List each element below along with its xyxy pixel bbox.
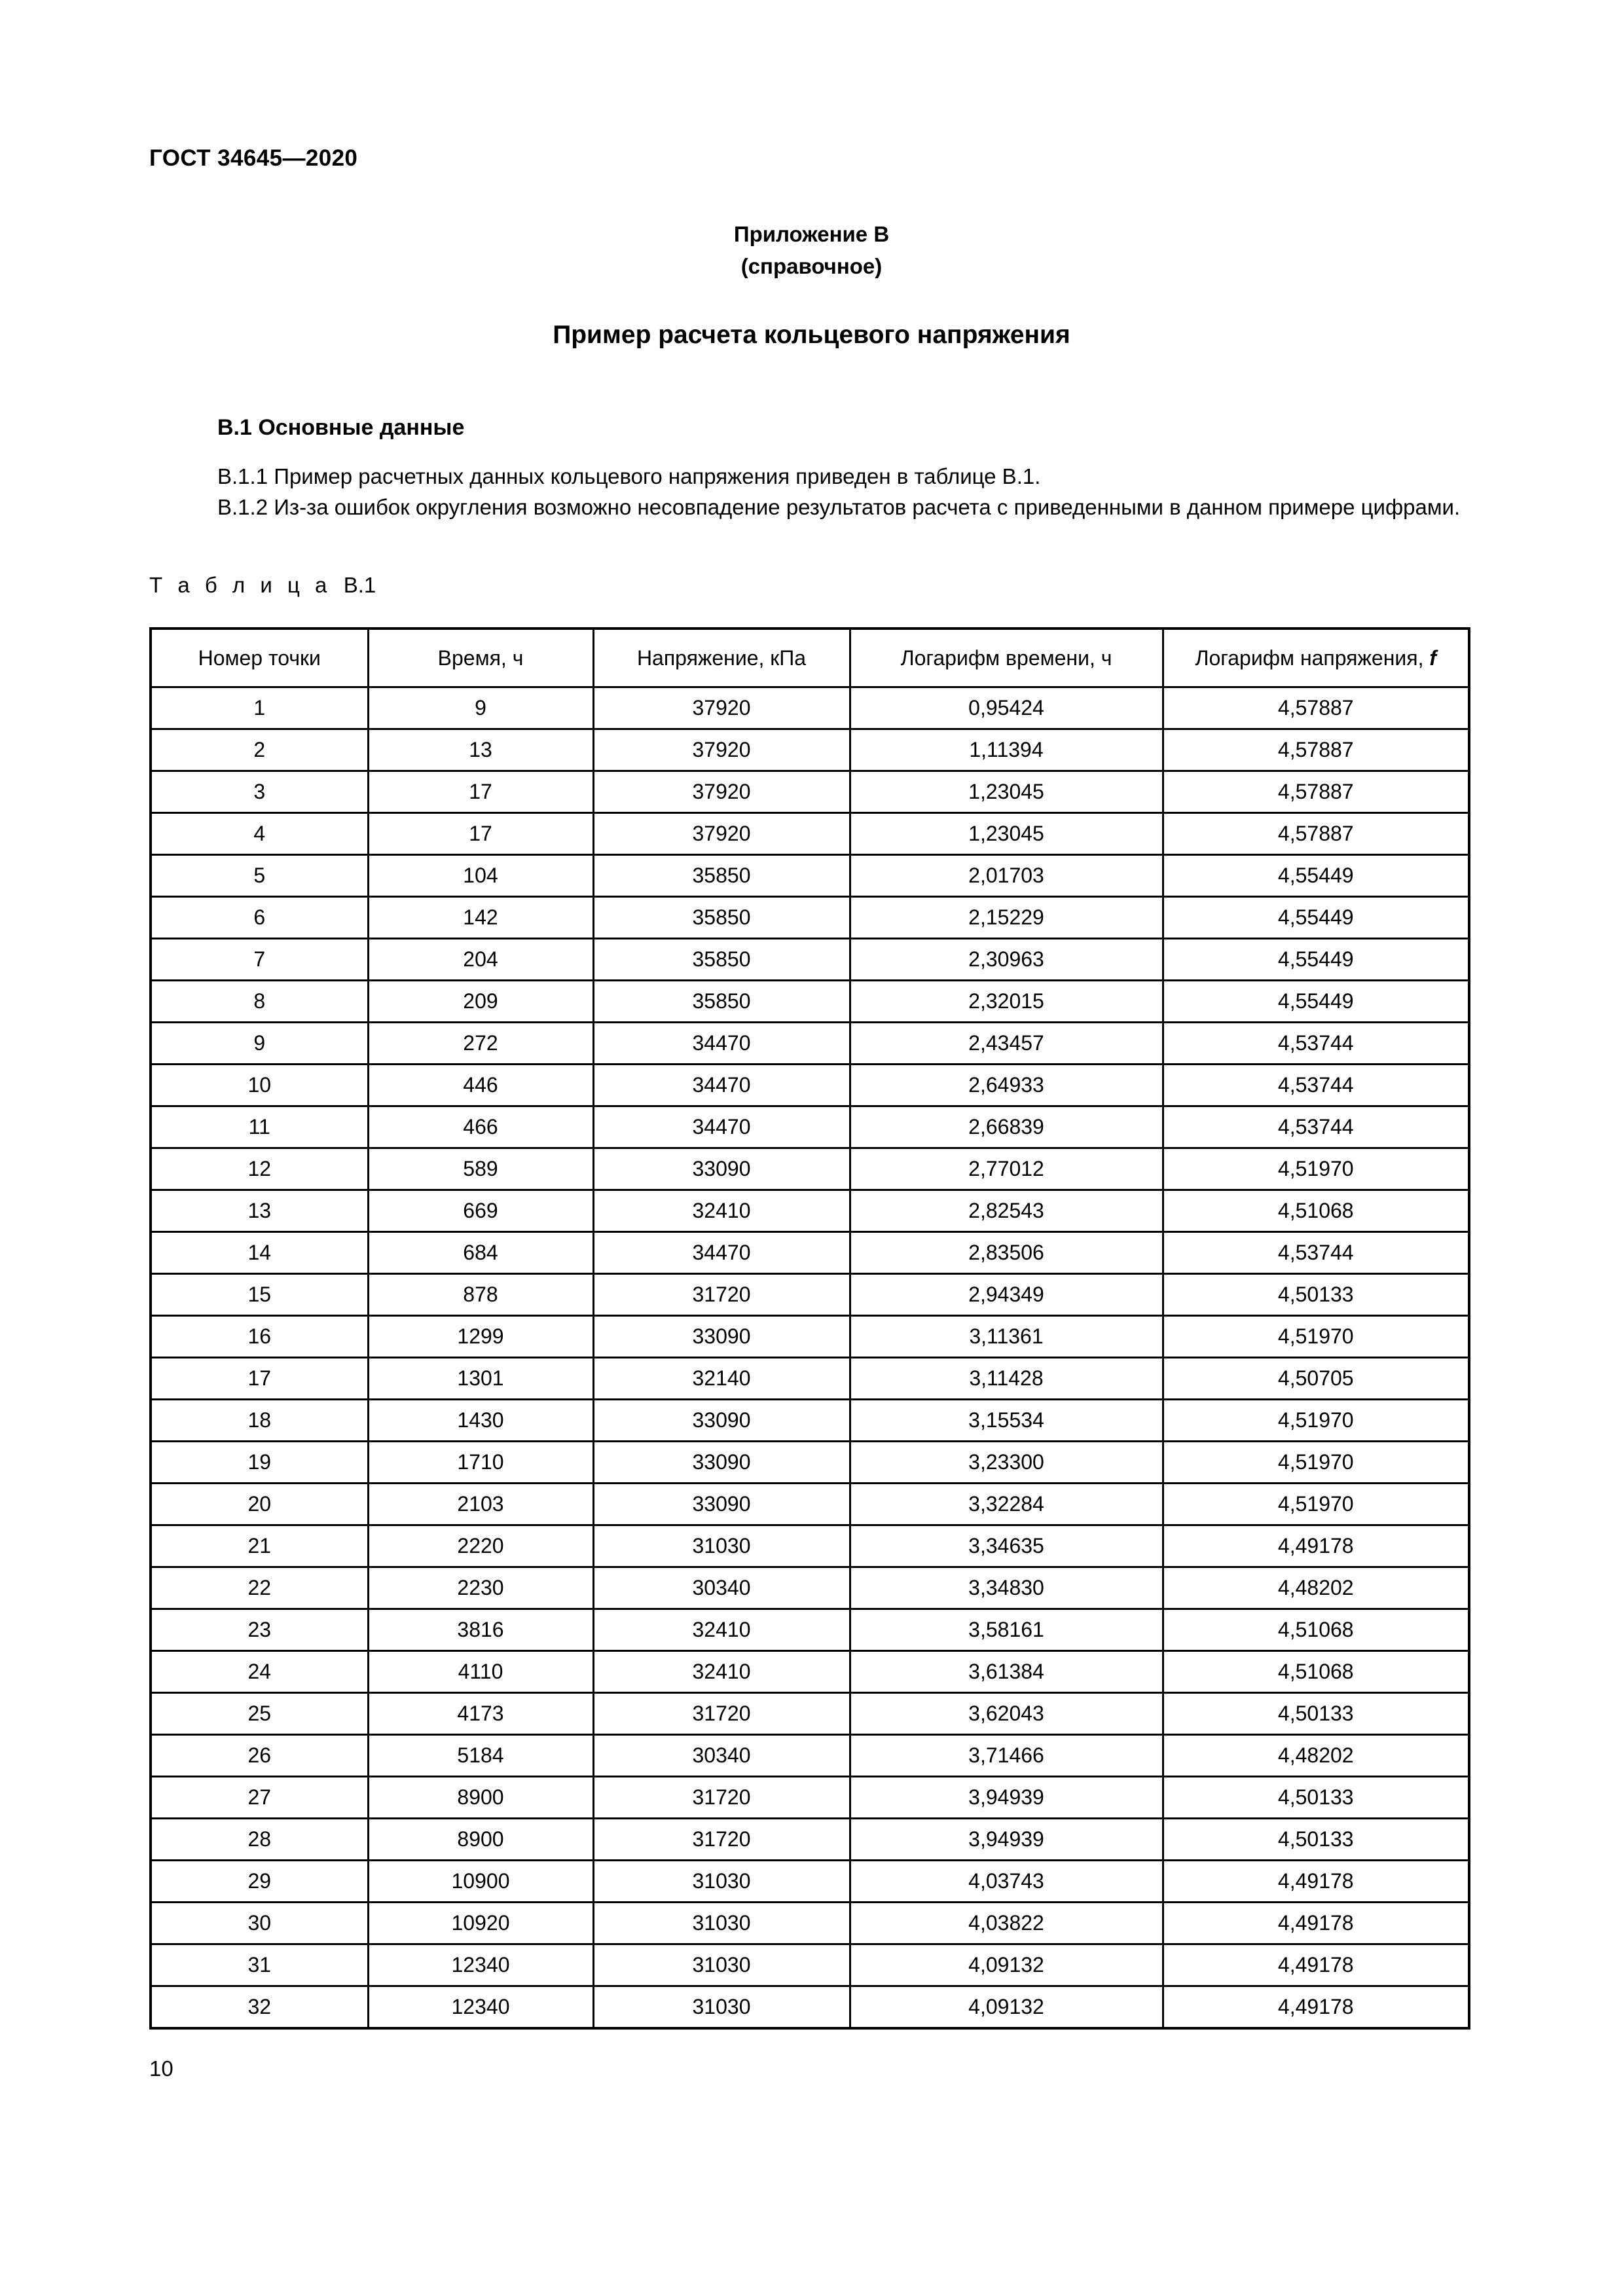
cell-stress: 33090: [593, 1400, 850, 1442]
cell-log-time: 3,62043: [850, 1693, 1163, 1735]
cell-point-number: 13: [151, 1190, 368, 1232]
table-row: [151, 1148, 1469, 1190]
cell-log-stress: 4,57887: [1163, 813, 1469, 855]
cell-stress: 30340: [593, 1567, 850, 1609]
cell-stress: 31030: [593, 1861, 850, 1903]
cell-point-number: 10: [151, 1065, 368, 1106]
cell-stress: 32140: [593, 1358, 850, 1400]
cell-stress: 35850: [593, 981, 850, 1023]
cell-point-number: 1: [151, 687, 368, 729]
cell-log-stress: 4,55449: [1163, 981, 1469, 1023]
table-row: [151, 897, 1469, 939]
cell-log-stress: 4,49178: [1163, 1525, 1469, 1567]
table-row: [151, 687, 1469, 729]
cell-time: 1430: [368, 1400, 593, 1442]
cell-log-stress: 4,51970: [1163, 1316, 1469, 1358]
cell-stress: 30340: [593, 1735, 850, 1777]
table-row: [151, 981, 1469, 1023]
cell-log-time: 1,23045: [850, 813, 1163, 855]
table-row: [151, 1484, 1469, 1525]
cell-log-time: 3,94939: [850, 1819, 1163, 1861]
cell-point-number: 4: [151, 813, 368, 855]
cell-log-time: 2,01703: [850, 855, 1163, 897]
cell-point-number: 2: [151, 729, 368, 771]
cell-stress: 35850: [593, 939, 850, 981]
table-row: [151, 729, 1469, 771]
cell-log-time: 0,95424: [850, 687, 1163, 729]
table-row: [151, 1316, 1469, 1358]
cell-time: 3816: [368, 1609, 593, 1651]
cell-point-number: 29: [151, 1861, 368, 1903]
table-row: [151, 1106, 1469, 1148]
cell-log-time: 2,94349: [850, 1274, 1163, 1316]
cell-time: 8900: [368, 1819, 593, 1861]
cell-point-number: 3: [151, 771, 368, 813]
cell-point-number: 27: [151, 1777, 368, 1819]
cell-log-time: 3,15534: [850, 1400, 1163, 1442]
cell-time: 684: [368, 1232, 593, 1274]
cell-log-time: 4,09132: [850, 1986, 1163, 2029]
cell-time: 9: [368, 687, 593, 729]
cell-point-number: 32: [151, 1986, 368, 2029]
cell-time: 4110: [368, 1651, 593, 1693]
table-caption: [149, 573, 376, 598]
table-row: [151, 813, 1469, 855]
cell-log-stress: 4,50133: [1163, 1274, 1469, 1316]
cell-log-time: 1,11394: [850, 729, 1163, 771]
cell-point-number: 30: [151, 1903, 368, 1944]
column-header-log-stress: [1163, 629, 1469, 687]
cell-time: 589: [368, 1148, 593, 1190]
cell-stress: 37920: [593, 813, 850, 855]
cell-point-number: 22: [151, 1567, 368, 1609]
cell-point-number: 21: [151, 1525, 368, 1567]
cell-time: 4173: [368, 1693, 593, 1735]
table-row: [151, 1232, 1469, 1274]
table-row: [151, 1358, 1469, 1400]
column-header-stress: Напряжение, кПа: [593, 629, 850, 687]
table-row: [151, 1065, 1469, 1106]
cell-time: 878: [368, 1274, 593, 1316]
cell-log-stress: 4,51970: [1163, 1442, 1469, 1484]
page-number: 10: [149, 2056, 173, 2081]
table-row: [151, 1274, 1469, 1316]
cell-point-number: 8: [151, 981, 368, 1023]
cell-log-time: 2,30963: [850, 939, 1163, 981]
cell-log-stress: 4,57887: [1163, 687, 1469, 729]
table-row: [151, 1819, 1469, 1861]
cell-time: 17: [368, 771, 593, 813]
cell-stress: 33090: [593, 1442, 850, 1484]
cell-stress: 31030: [593, 1986, 850, 2029]
cell-log-stress: 4,53744: [1163, 1232, 1469, 1274]
cell-point-number: 24: [151, 1651, 368, 1693]
cell-log-time: 3,34635: [850, 1525, 1163, 1567]
cell-time: 5184: [368, 1735, 593, 1777]
table-row: [151, 1190, 1469, 1232]
cell-log-stress: 4,48202: [1163, 1735, 1469, 1777]
cell-stress: 34470: [593, 1106, 850, 1148]
cell-log-stress: 4,50133: [1163, 1777, 1469, 1819]
cell-log-time: 3,61384: [850, 1651, 1163, 1693]
table-row: [151, 1400, 1469, 1442]
cell-log-time: 2,82543: [850, 1190, 1163, 1232]
cell-log-time: 3,94939: [850, 1777, 1163, 1819]
table-row: [151, 1986, 1469, 2029]
cell-stress: 33090: [593, 1484, 850, 1525]
cell-time: 8900: [368, 1777, 593, 1819]
cell-log-stress: 4,55449: [1163, 939, 1469, 981]
cell-log-stress: 4,49178: [1163, 1903, 1469, 1944]
table-body: [151, 687, 1469, 2029]
cell-log-stress: 4,53744: [1163, 1106, 1469, 1148]
cell-log-time: 2,83506: [850, 1232, 1163, 1274]
cell-stress: 32410: [593, 1609, 850, 1651]
cell-stress: 34470: [593, 1023, 850, 1065]
cell-log-time: 3,11361: [850, 1316, 1163, 1358]
cell-log-time: 4,03743: [850, 1861, 1163, 1903]
cell-log-stress: 4,48202: [1163, 1567, 1469, 1609]
cell-stress: 31030: [593, 1525, 850, 1567]
ring-stress-table: [149, 627, 1470, 2030]
cell-log-time: 2,43457: [850, 1023, 1163, 1065]
cell-stress: 31720: [593, 1274, 850, 1316]
cell-time: 1710: [368, 1442, 593, 1484]
cell-log-time: 4,03822: [850, 1903, 1163, 1944]
table-header-row: [151, 629, 1469, 687]
cell-point-number: 17: [151, 1358, 368, 1400]
cell-log-stress: 4,49178: [1163, 1944, 1469, 1986]
cell-time: 10900: [368, 1861, 593, 1903]
table-row: [151, 939, 1469, 981]
cell-point-number: 16: [151, 1316, 368, 1358]
cell-log-time: 2,32015: [850, 981, 1163, 1023]
cell-log-time: 3,23300: [850, 1442, 1163, 1484]
table-row: [151, 771, 1469, 813]
paragraph-b-1-1: В.1.1 Пример расчетных данных кольцевого напряжения приведен в таблице В.1.: [217, 464, 1041, 488]
cell-time: 2220: [368, 1525, 593, 1567]
cell-stress: 31720: [593, 1777, 850, 1819]
appendix-label: Приложение В: [733, 222, 890, 246]
table-row: [151, 1609, 1469, 1651]
column-header-point-number: Номер точки: [151, 629, 368, 687]
cell-point-number: 6: [151, 897, 368, 939]
cell-stress: 37920: [593, 729, 850, 771]
cell-point-number: 15: [151, 1274, 368, 1316]
cell-point-number: 23: [151, 1609, 368, 1651]
body-text-block: [149, 461, 1467, 522]
cell-point-number: 18: [151, 1400, 368, 1442]
cell-log-stress: 4,55449: [1163, 855, 1469, 897]
cell-point-number: 20: [151, 1484, 368, 1525]
cell-log-stress: 4,51068: [1163, 1609, 1469, 1651]
cell-log-stress: 4,51068: [1163, 1651, 1469, 1693]
cell-time: 12340: [368, 1944, 593, 1986]
cell-log-time: 2,77012: [850, 1148, 1163, 1190]
cell-log-time: 3,11428: [850, 1358, 1163, 1400]
cell-stress: 37920: [593, 771, 850, 813]
column-header-log-stress-text: Логарифм напряжения,: [1195, 646, 1430, 670]
table-caption-label: Т а б л и ц а: [149, 573, 332, 597]
cell-log-stress: 4,57887: [1163, 729, 1469, 771]
cell-log-time: 1,23045: [850, 771, 1163, 813]
cell-stress: 34470: [593, 1065, 850, 1106]
cell-stress: 34470: [593, 1232, 850, 1274]
cell-time: 1299: [368, 1316, 593, 1358]
cell-time: 204: [368, 939, 593, 981]
table-row: [151, 855, 1469, 897]
cell-point-number: 26: [151, 1735, 368, 1777]
cell-stress: 32410: [593, 1190, 850, 1232]
table-row: [151, 1777, 1469, 1819]
cell-stress: 31030: [593, 1944, 850, 1986]
cell-log-stress: 4,57887: [1163, 771, 1469, 813]
cell-stress: 35850: [593, 897, 850, 939]
cell-time: 17: [368, 813, 593, 855]
cell-time: 12340: [368, 1986, 593, 2029]
table-row: [151, 1861, 1469, 1903]
table-row: [151, 1525, 1469, 1567]
cell-time: 13: [368, 729, 593, 771]
cell-stress: 33090: [593, 1316, 850, 1358]
cell-time: 142: [368, 897, 593, 939]
table-row: [151, 1903, 1469, 1944]
cell-stress: 31720: [593, 1693, 850, 1735]
paragraph-b-1-2: В.1.2 Из-за ошибок округления возможно несовпадение результатов расчета с приведенными в данном примере цифрами.: [217, 495, 1461, 519]
cell-point-number: 7: [151, 939, 368, 981]
cell-log-stress: 4,53744: [1163, 1023, 1469, 1065]
cell-log-time: 2,15229: [850, 897, 1163, 939]
cell-point-number: 12: [151, 1148, 368, 1190]
section-heading: В.1 Основные данные: [217, 415, 465, 440]
appendix-heading: [0, 218, 1623, 282]
log-stress-symbol: f: [1429, 646, 1437, 670]
cell-time: 446: [368, 1065, 593, 1106]
cell-stress: 33090: [593, 1148, 850, 1190]
column-header-log-time: Логарифм времени, ч: [850, 629, 1163, 687]
cell-log-time: 3,58161: [850, 1609, 1163, 1651]
table-row: [151, 1735, 1469, 1777]
cell-log-stress: 4,50705: [1163, 1358, 1469, 1400]
cell-log-stress: 4,51970: [1163, 1484, 1469, 1525]
cell-log-stress: 4,51068: [1163, 1190, 1469, 1232]
page-title: Пример расчета кольцевого напряжения: [553, 321, 1070, 349]
table-head: [151, 629, 1469, 687]
cell-time: 272: [368, 1023, 593, 1065]
cell-log-stress: 4,51970: [1163, 1148, 1469, 1190]
column-header-time: Время, ч: [368, 629, 593, 687]
cell-log-time: 3,34830: [850, 1567, 1163, 1609]
table-row: [151, 1651, 1469, 1693]
table-row: [151, 1567, 1469, 1609]
cell-log-stress: 4,53744: [1163, 1065, 1469, 1106]
cell-time: 466: [368, 1106, 593, 1148]
cell-stress: 32410: [593, 1651, 850, 1693]
cell-stress: 37920: [593, 687, 850, 729]
cell-point-number: 25: [151, 1693, 368, 1735]
cell-point-number: 14: [151, 1232, 368, 1274]
cell-log-time: 3,71466: [850, 1735, 1163, 1777]
cell-point-number: 11: [151, 1106, 368, 1148]
table-caption-number: В.1: [343, 573, 376, 597]
cell-point-number: 19: [151, 1442, 368, 1484]
cell-log-stress: 4,50133: [1163, 1819, 1469, 1861]
table-row: [151, 1023, 1469, 1065]
cell-log-stress: 4,49178: [1163, 1861, 1469, 1903]
cell-time: 669: [368, 1190, 593, 1232]
cell-log-stress: 4,49178: [1163, 1986, 1469, 2029]
cell-time: 104: [368, 855, 593, 897]
appendix-type: (справочное): [740, 254, 883, 278]
cell-log-time: 2,66839: [850, 1106, 1163, 1148]
cell-stress: 35850: [593, 855, 850, 897]
table-row: [151, 1693, 1469, 1735]
cell-log-time: 3,32284: [850, 1484, 1163, 1525]
cell-log-stress: 4,55449: [1163, 897, 1469, 939]
cell-stress: 31030: [593, 1903, 850, 1944]
cell-time: 1301: [368, 1358, 593, 1400]
cell-point-number: 5: [151, 855, 368, 897]
cell-time: 2103: [368, 1484, 593, 1525]
cell-time: 2230: [368, 1567, 593, 1609]
cell-stress: 31720: [593, 1819, 850, 1861]
cell-log-stress: 4,50133: [1163, 1693, 1469, 1735]
ring-stress-table-wrapper: [149, 627, 1468, 2030]
running-head-standard-number: ГОСТ 34645—2020: [149, 145, 358, 171]
table-row: [151, 1442, 1469, 1484]
cell-point-number: 31: [151, 1944, 368, 1986]
cell-log-time: 4,09132: [850, 1944, 1163, 1986]
table-row: [151, 1944, 1469, 1986]
cell-log-stress: 4,51970: [1163, 1400, 1469, 1442]
cell-time: 209: [368, 981, 593, 1023]
cell-point-number: 9: [151, 1023, 368, 1065]
cell-log-time: 2,64933: [850, 1065, 1163, 1106]
cell-point-number: 28: [151, 1819, 368, 1861]
cell-time: 10920: [368, 1903, 593, 1944]
